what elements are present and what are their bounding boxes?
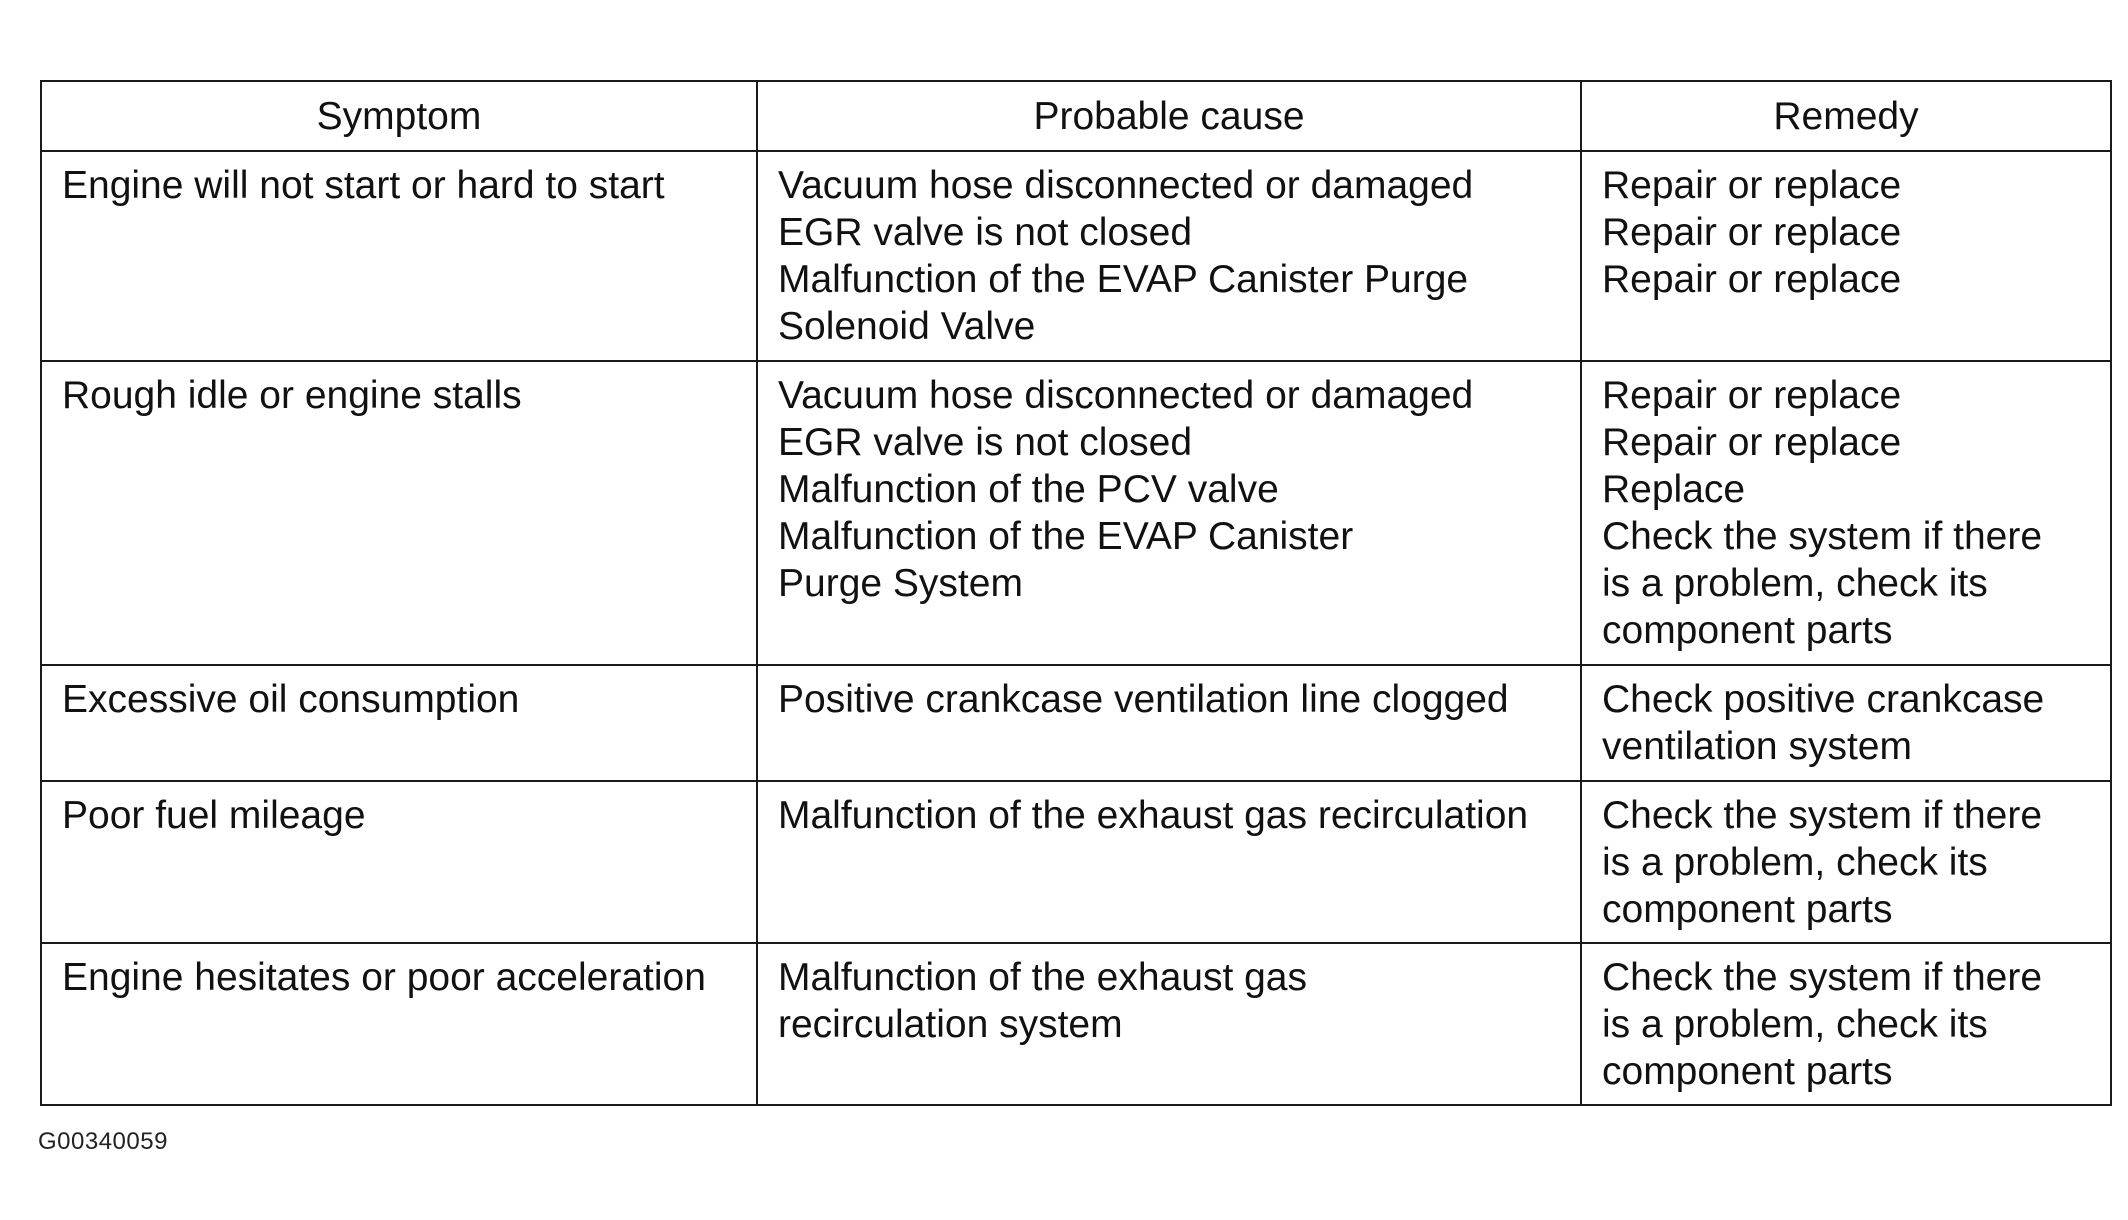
remedy-line: component parts [1602, 609, 1893, 652]
remedy-cell [1581, 665, 2111, 781]
cause-line: Malfunction of the exhaust gas [778, 956, 1307, 999]
symptom-text: Rough idle or engine stalls [62, 374, 522, 417]
remedy-line: Replace [1602, 468, 1746, 511]
remedy-line: Check the system if there [1602, 794, 2043, 837]
remedy-cell [1581, 943, 2111, 1105]
remedy-line: Check the system if there [1602, 956, 2043, 999]
symptom-text: Engine will not start or hard to start [62, 164, 665, 207]
remedy-line: component parts [1602, 1050, 1893, 1093]
header-row [41, 81, 2111, 151]
cause-cell [757, 151, 1581, 361]
remedy-cell [1581, 361, 2111, 665]
troubleshooting-table [40, 80, 2112, 1106]
cause-line: Vacuum hose disconnected or damaged [778, 374, 1474, 417]
remedy-cell [1581, 781, 2111, 943]
figure-id: G00340059 [38, 1128, 168, 1155]
header-remedy: Remedy [1581, 81, 2111, 151]
symptom-cell [41, 361, 757, 665]
remedy-cell [1581, 151, 2111, 361]
table-row [41, 943, 2111, 1105]
remedy-line: Repair or replace [1602, 421, 1902, 464]
symptom-text: Excessive oil consumption [62, 678, 520, 721]
remedy-line: Repair or replace [1602, 164, 1902, 207]
cause-line: EGR valve is not closed [778, 211, 1193, 254]
symptom-text: Poor fuel mileage [62, 794, 366, 837]
remedy-line: is a problem, check its [1602, 841, 1988, 884]
cause-line: Vacuum hose disconnected or damaged [778, 164, 1474, 207]
remedy-line: Repair or replace [1602, 211, 1902, 254]
cause-line: Positive crankcase ventilation line clogged [778, 678, 1509, 721]
remedy-line: Check positive crankcase [1602, 678, 2045, 721]
symptom-cell [41, 665, 757, 781]
header-probable-cause: Probable cause [757, 81, 1581, 151]
table-body [41, 151, 2111, 1105]
cause-line: EGR valve is not closed [778, 421, 1193, 464]
cause-cell [757, 361, 1581, 665]
table-header [41, 81, 2111, 151]
table-row [41, 151, 2111, 361]
symptom-cell [41, 781, 757, 943]
cause-line: Malfunction of the EVAP Canister Purge [778, 258, 1469, 301]
cause-line: Malfunction of the exhaust gas recirculation [778, 794, 1529, 837]
table-row [41, 665, 2111, 781]
symptom-cell [41, 943, 757, 1105]
table-row [41, 361, 2111, 665]
remedy-line: is a problem, check its [1602, 1003, 1988, 1046]
cause-line: recirculation system [778, 1003, 1123, 1046]
cause-line: Purge System [778, 562, 1023, 605]
remedy-line: Repair or replace [1602, 374, 1902, 417]
symptom-cell [41, 151, 757, 361]
cause-line: Solenoid Valve [778, 305, 1036, 348]
remedy-line: is a problem, check its [1602, 562, 1988, 605]
header-symptom: Symptom [41, 81, 757, 151]
remedy-line: ventilation system [1602, 725, 1912, 768]
remedy-line: Repair or replace [1602, 258, 1902, 301]
cause-cell [757, 943, 1581, 1105]
remedy-line: Check the system if there [1602, 515, 2043, 558]
remedy-line: component parts [1602, 888, 1893, 931]
table-row [41, 781, 2111, 943]
symptom-text: Engine hesitates or poor acceleration [62, 956, 706, 999]
cause-cell [757, 781, 1581, 943]
cause-line: Malfunction of the EVAP Canister [778, 515, 1354, 558]
cause-line: Malfunction of the PCV valve [778, 468, 1279, 511]
cause-cell [757, 665, 1581, 781]
